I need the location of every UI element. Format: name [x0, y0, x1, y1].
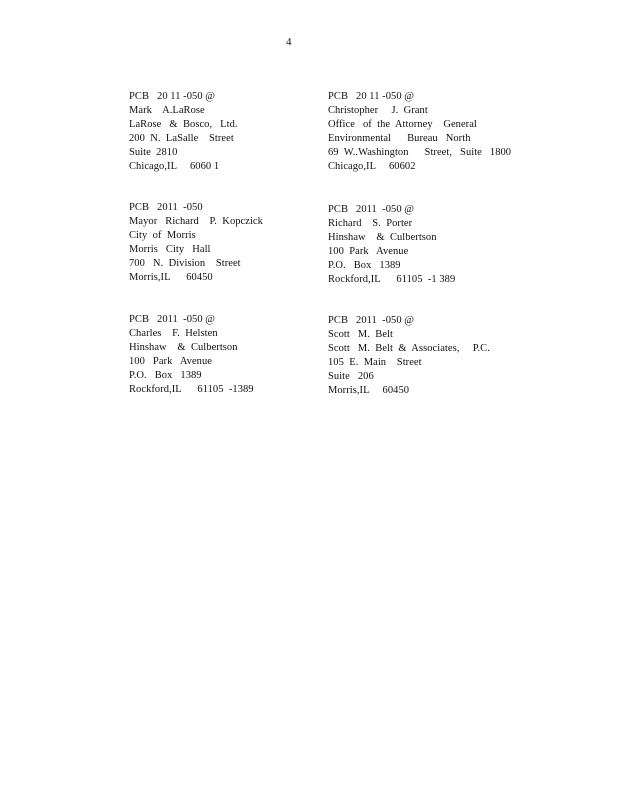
recipient-name-line: Charles F. Helsten: [129, 327, 218, 339]
recipient-name-line: Scott M. Belt: [328, 328, 393, 340]
address-line: 69 W..Washington Street, Suite 1800: [328, 146, 512, 158]
address-line: 105 E. Main Street: [328, 356, 422, 368]
recipient-name-line: Mayor Richard P. Kopczick: [129, 215, 263, 227]
city-state-zip-line: Morris,IL 60450: [129, 271, 213, 283]
case-number-line: PCB 20 11 -050 @: [328, 91, 415, 102]
address-line: Hinshaw & Culbertson: [328, 231, 437, 243]
address-line: 100 Park Avenue: [328, 245, 409, 257]
case-number-line: PCB 2011 -050 @: [328, 204, 415, 215]
city-state-zip-line: Rockford,IL 61105 -1 389: [328, 273, 456, 285]
address-line: Environmental Bureau North: [328, 132, 471, 144]
address-line: Suite 2810: [129, 146, 178, 158]
city-state-zip-line: Chicago,IL 6060 1: [129, 160, 220, 172]
service-address-block: [129, 90, 238, 173]
address-line: P.O. Box 1389: [328, 259, 401, 271]
case-number-line: PCB 20 11 -050 @: [129, 91, 216, 102]
address-line: Morris City Hall: [129, 243, 211, 255]
city-state-zip-line: Morris,IL 60450: [328, 384, 410, 396]
recipient-name-line: Richard S. Porter: [328, 217, 413, 229]
address-line: Suite 206: [328, 370, 374, 382]
address-line: 100 Park Avenue: [129, 355, 212, 367]
service-address-block: [328, 90, 511, 173]
city-state-zip-line: Chicago,IL 60602: [328, 160, 416, 172]
address-line: Scott M. Belt & Associates, P.C.: [328, 342, 490, 354]
city-state-zip-line: Rockford,IL 61105 -1389: [129, 383, 254, 395]
address-line: Office of the Attorney General: [328, 118, 477, 130]
address-line: LaRose & Bosco, Ltd.: [129, 118, 238, 130]
case-number-line: PCB 2011 -050 @: [129, 314, 216, 325]
case-number-line: PCB 2011 -050: [129, 202, 203, 213]
page-number: 4: [286, 36, 292, 48]
recipient-name-line: Mark A.LaRose: [129, 104, 205, 116]
address-line: City of Morris: [129, 229, 196, 241]
address-line: P.O. Box 1389: [129, 369, 202, 381]
address-line: Hinshaw & Culbertson: [129, 341, 238, 353]
recipient-name-line: Christopher J. Grant: [328, 104, 428, 116]
case-number-line: PCB 2011 -050 @: [328, 315, 415, 326]
service-address-block: [328, 203, 455, 286]
address-line: 200 N. LaSalle Street: [129, 132, 234, 144]
service-address-block: [328, 314, 490, 397]
service-address-block: [129, 313, 254, 396]
address-line: 700 N. Division Street: [129, 257, 241, 269]
service-address-block: [129, 201, 263, 284]
